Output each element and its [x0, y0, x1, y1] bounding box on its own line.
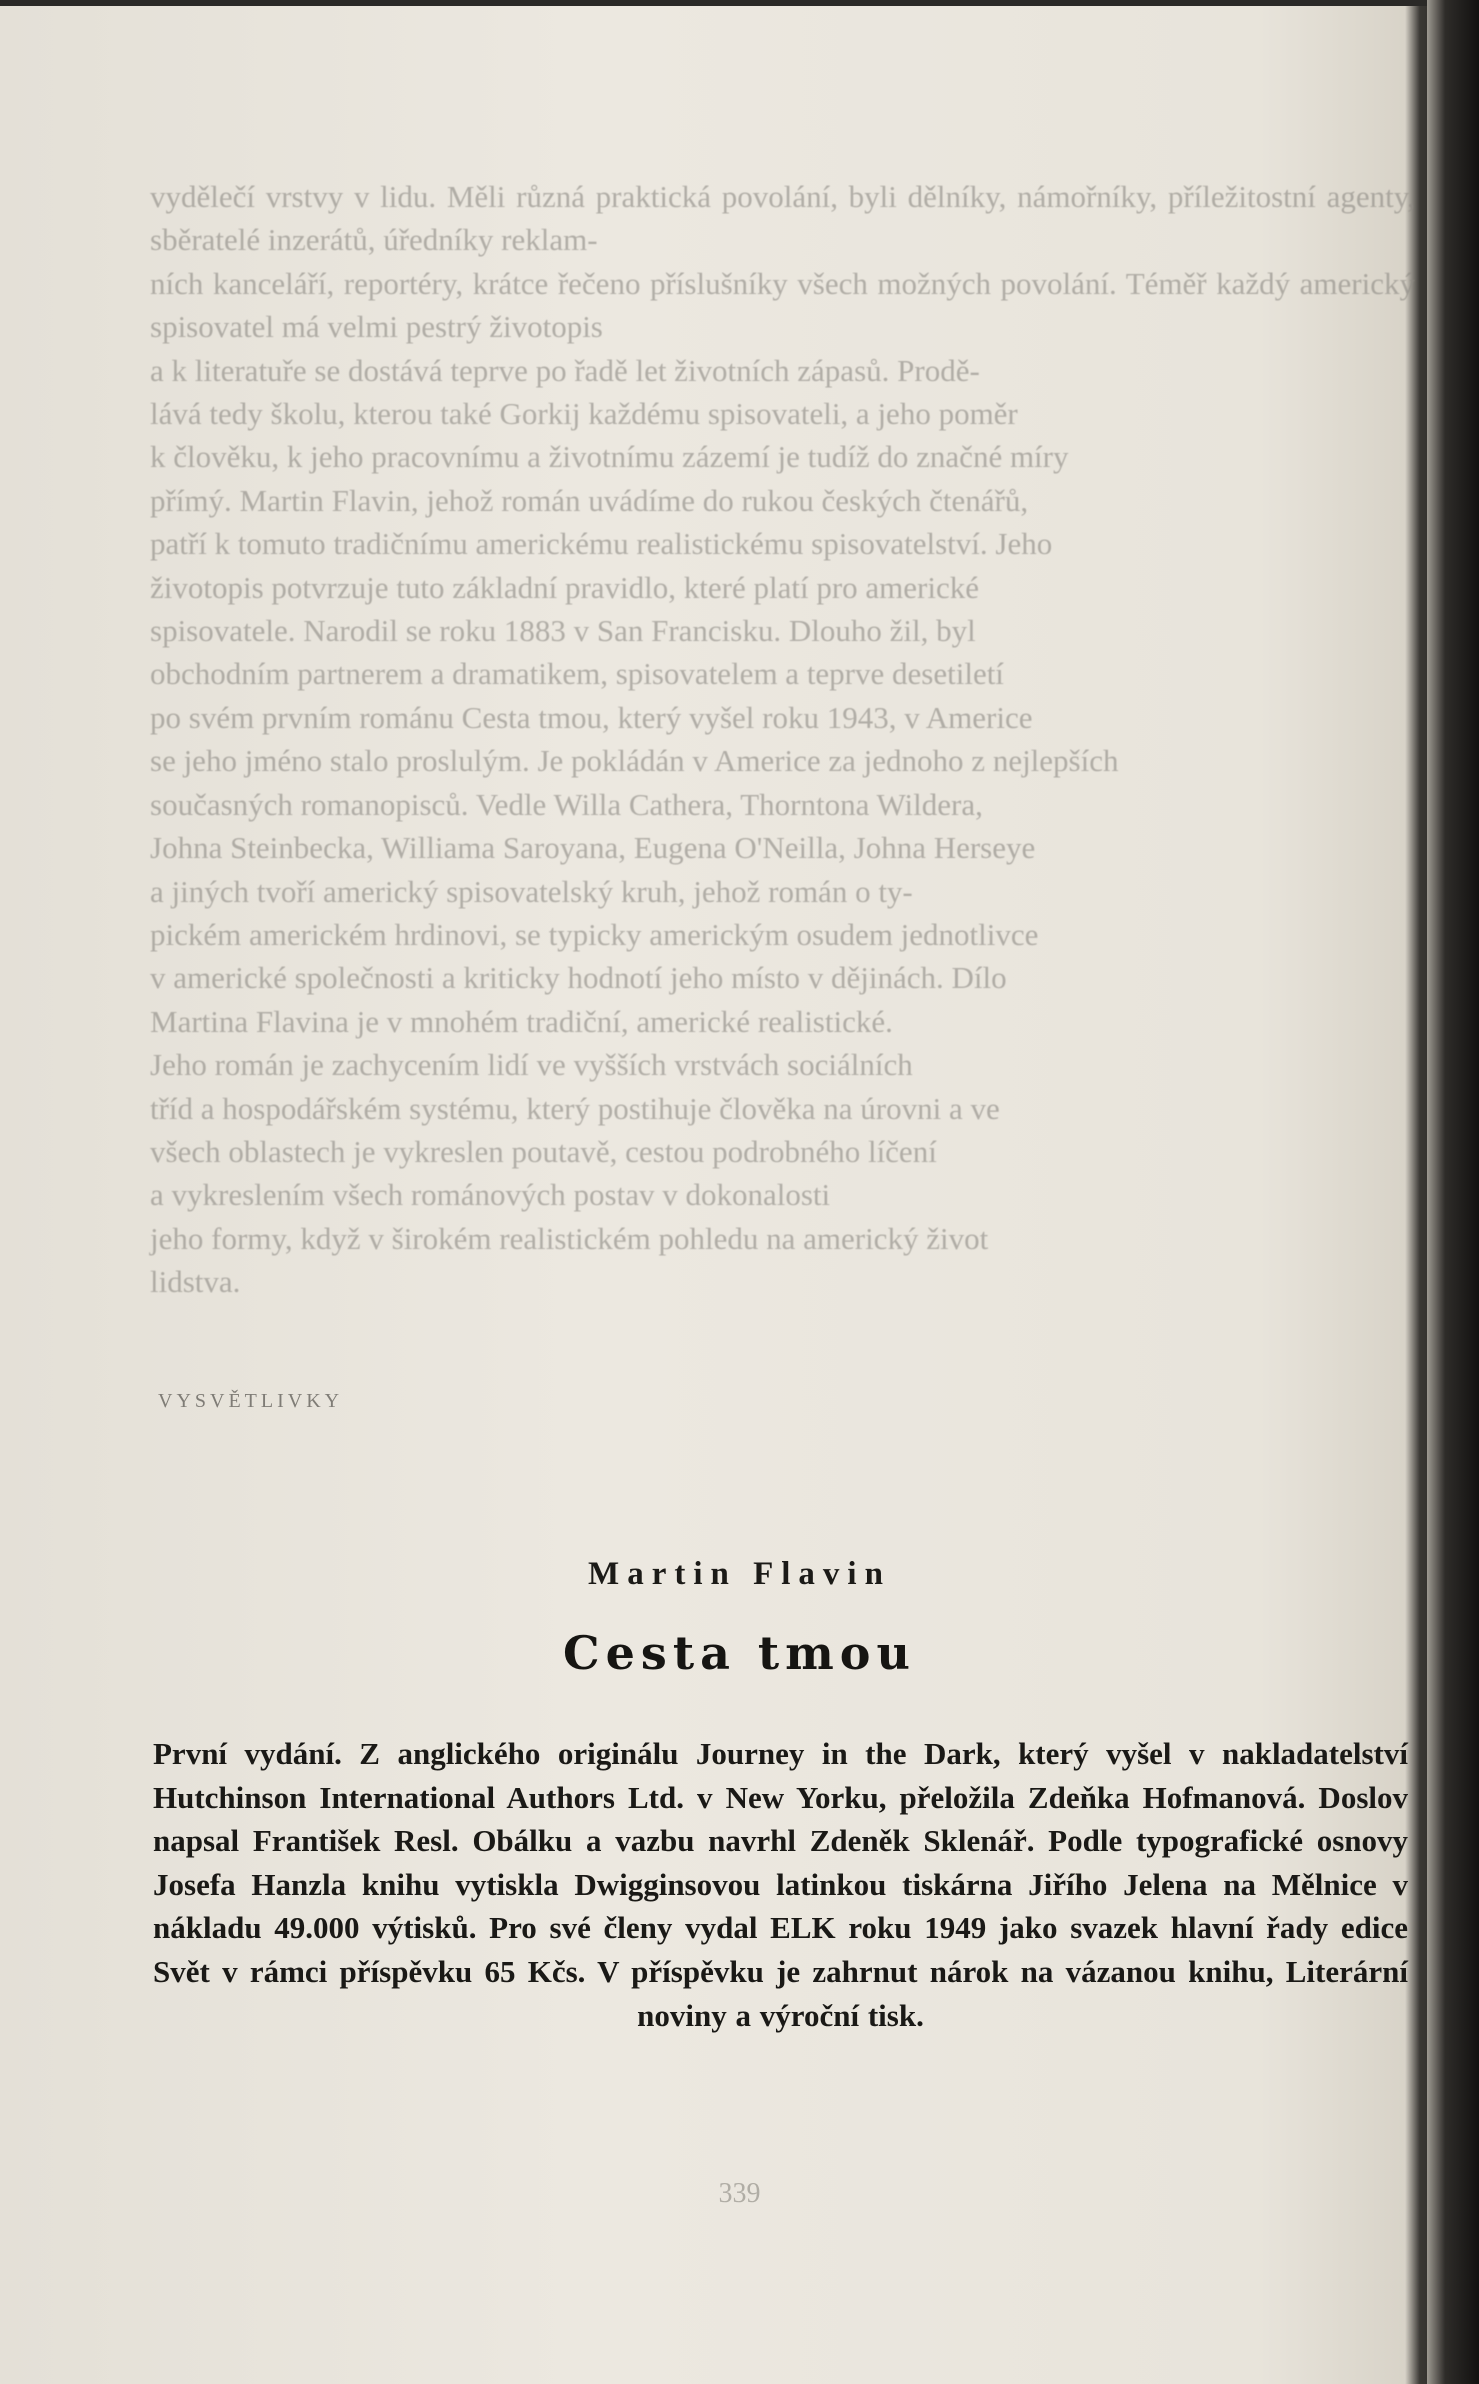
bleed-line: se jeho jméno stalo proslulým. Je pokládán v Americe za jednoho z nejlepších — [150, 743, 1119, 779]
bleed-line: Martina Flavina je v mnohém tradiční, americké realistické. — [150, 1003, 893, 1039]
bleed-line: a k literatuře se dostává teprve po řadě let životních zápasů. Prodě- — [150, 352, 980, 388]
bleed-line: po svém prvním románu Cesta tmou, který vyšel roku 1943, v Americe — [150, 699, 1033, 735]
bleed-line: a jiných tvoří americký spisovatelský kruh, jehož román o ty- — [150, 873, 913, 909]
bleed-line: lává tedy školu, kterou také Gorkij každému spisovateli, a jeho poměr — [150, 396, 1018, 432]
book-title: Cesta tmou — [563, 1626, 916, 1680]
bleed-line: současných romanopisců. Vedle Willa Cathera, Thorntona Wildera, — [150, 786, 983, 822]
bleed-line: a vykreslením všech románových postav v dokonalosti — [150, 1177, 831, 1213]
imprint-colophon: První vydání. Z anglického originálu Journey in the Dark, který vyšel v nakladatelství Hutchinson International Authors Ltd. v New Yorku, přeložila Zdeňka Hofmanová. Doslov napsal František Resl. Obálku a vazbu navrhl Zdeněk Sklenář. Podle typografické osnovy Josefa Hanzla knihu vytiskla Dwigginsovou latinkou tiskárna Jiřího Jelena na Mělnice v nákladu 49.000 výtisků. Pro své členy vydal ELK roku 1949 jako svazek hlavní řady edice Svět v rámci příspěvku 65 Kčs. V příspěvku je zahrnut nárok na vázanou knihu, Literární noviny a výroční tisk. — [153, 1736, 1408, 2033]
bleed-through-text — [150, 175, 1415, 1304]
bleed-line: jeho formy, když v širokém realistickém pohledu na americký život — [150, 1220, 989, 1256]
bleed-line: vydělečí vrstvy v lidu. Měli různá praktická povolání, byli dělníky, námořníky, příležitostní agenty, sběratelé inzerátů, úředníky reklam- — [150, 179, 1415, 258]
bleed-line: tříd a hospodářském systému, který postihuje člověka na úrovni a ve — [150, 1090, 1000, 1126]
bleed-line: spisovatele. Narodil se roku 1883 v San Francisku. Dlouho žil, byl — [150, 613, 976, 649]
bleed-line: ních kanceláří, reportéry, krátce řečeno příslušníky všech možných povolání. Téměř každý americký spisovatel má velmi pestrý životopis — [150, 265, 1415, 345]
bleed-line: v americké společnosti a kriticky hodnotí jeho místo v dějinách. Dílo — [150, 960, 1007, 996]
bleed-line: lidstva. — [150, 1264, 241, 1300]
bleed-line: k člověku, k jeho pracovnímu a životnímu zázemí je tudíž do značné míry — [150, 439, 1069, 475]
bleed-line: Johna Steinbecka, Williama Saroyana, Eugena O'Neilla, Johna Herseye — [150, 830, 1036, 866]
author-name: Martin Flavin — [588, 1556, 891, 1592]
bleed-line: obchodním partnerem a dramatikem, spisovatelem a teprve desetiletí — [150, 656, 1004, 692]
bleed-line: patří k tomuto tradičnímu americkému realistickému spisovatelství. Jeho — [150, 526, 1053, 562]
bleed-section-mark: VYSVĚTLIVKY — [158, 1390, 344, 1412]
page-edge-shadow — [1427, 0, 1479, 2384]
bleed-line: přímý. Martin Flavin, jehož román uvádíme do rukou českých čtenářů, — [150, 482, 1029, 518]
bleed-line: všech oblastech je vykreslen poutavě, cestou podrobného líčení — [150, 1133, 937, 1169]
bleed-line: pickém americkém hrdinovi, se typicky americkým osudem jednotlivce — [150, 916, 1039, 952]
scan-top-border — [0, 0, 1479, 6]
bleed-page-number: 339 — [718, 2178, 761, 2209]
bleed-line: Jeho román je zachycením lidí ve vyšších vrstvách sociálních — [150, 1047, 913, 1083]
bleed-line: životopis potvrzuje tuto základní pravidlo, které platí pro americké — [150, 569, 979, 605]
